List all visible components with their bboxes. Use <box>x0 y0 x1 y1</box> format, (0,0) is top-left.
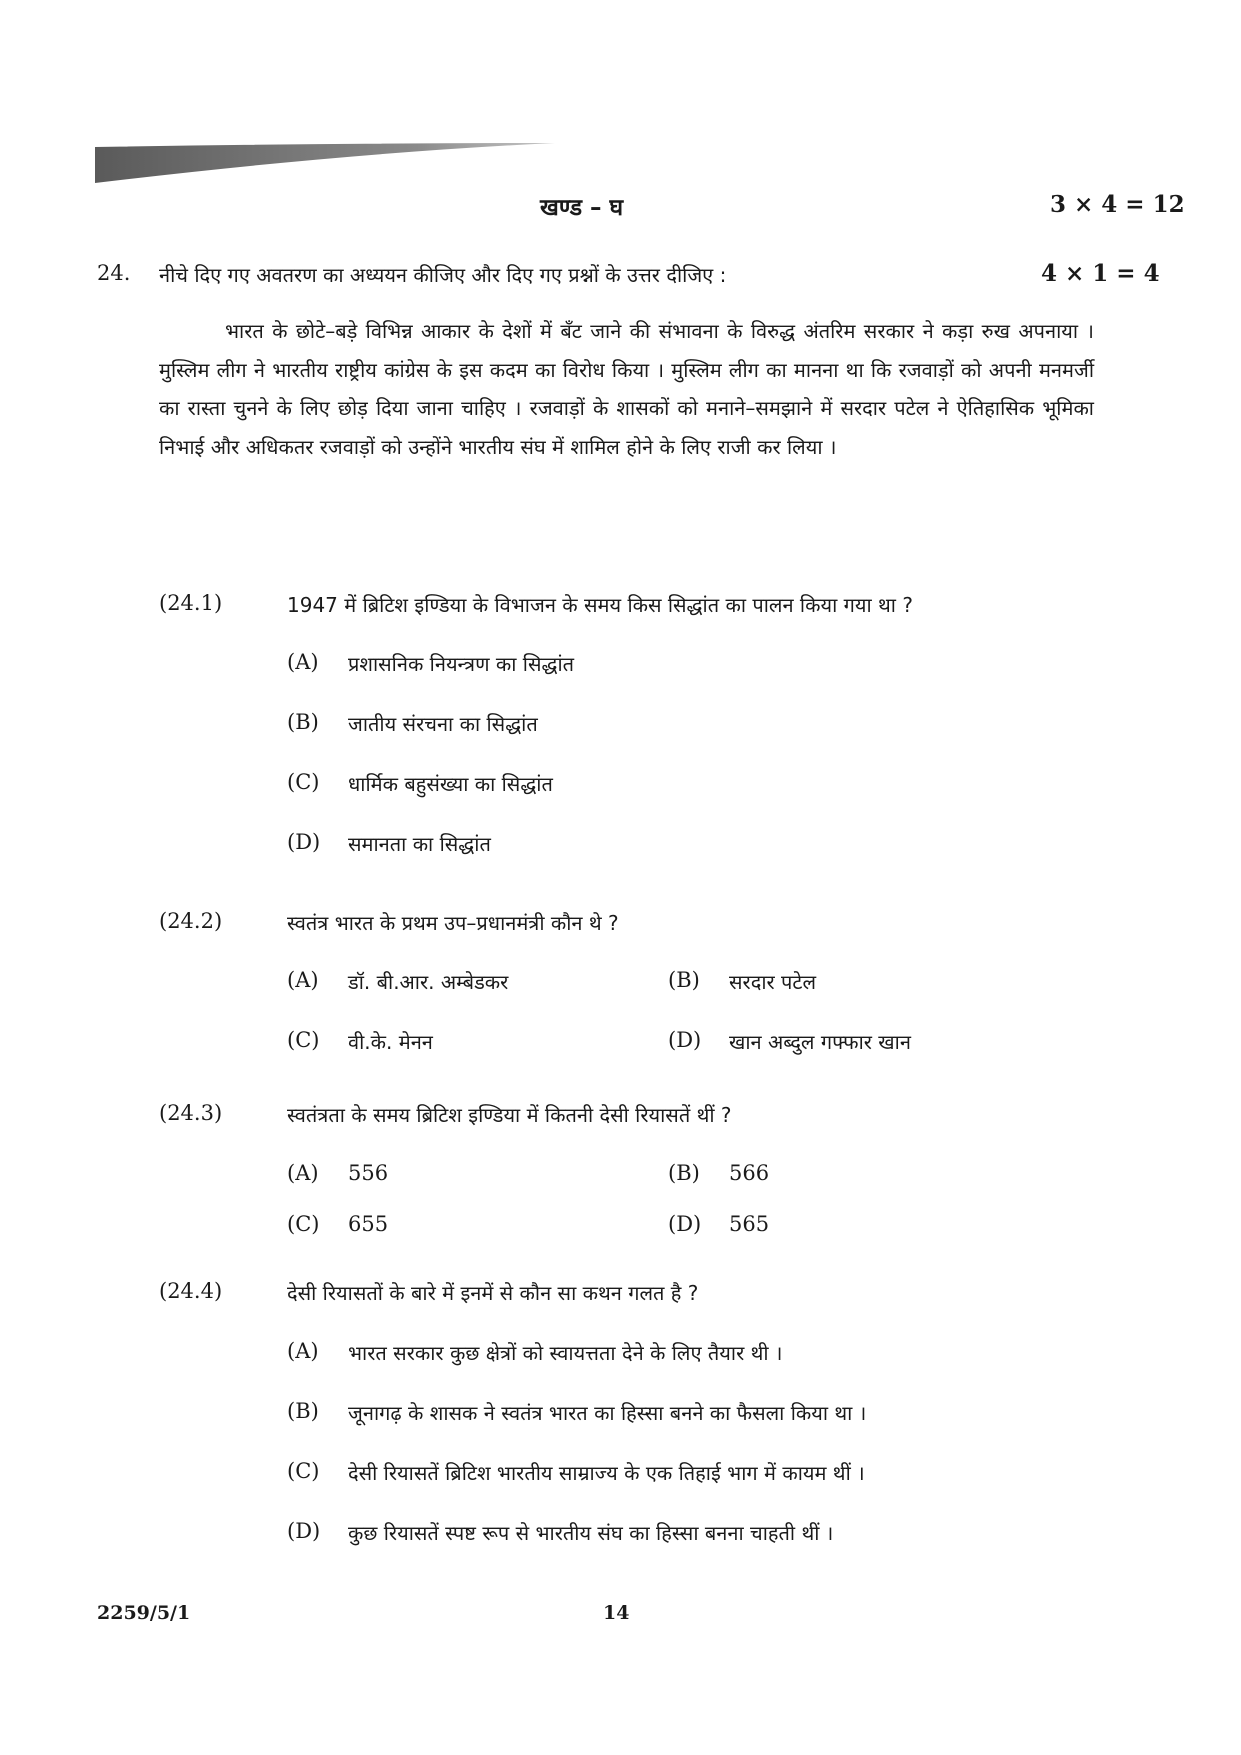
option-text: 655 <box>348 1212 389 1236</box>
subquestion-number: (24.1) <box>159 591 223 615</box>
option-letter: (D) <box>287 1519 321 1543</box>
option-text: जूनागढ़ के शासक ने स्वतंत्र भारत का हिस्सा बनने का फैसला किया था । <box>348 1401 867 1425</box>
subquestion-number: (24.4) <box>159 1279 223 1303</box>
option-text: 566 <box>729 1161 770 1185</box>
section-title: खण्ड – घ <box>540 195 624 221</box>
header-decorative-bar <box>95 143 555 183</box>
option-letter: (B) <box>287 710 319 734</box>
question-marks: 4 × 1 = 4 <box>1041 260 1160 287</box>
option-text: भारत सरकार कुछ क्षेत्रों को स्वायत्तता देने के लिए तैयार थी । <box>348 1341 783 1365</box>
subquestion-number: (24.3) <box>159 1101 223 1125</box>
option-text: वी.के. मेनन <box>348 1030 433 1054</box>
section-marks: 3 × 4 = 12 <box>1050 191 1185 218</box>
option-text: 565 <box>729 1212 770 1236</box>
option-letter: (A) <box>287 1339 319 1363</box>
subquestion-text: स्वतंत्र भारत के प्रथम उप–प्रधानमंत्री कौन थे ? <box>287 911 619 935</box>
option-letter: (A) <box>287 650 319 674</box>
page-number: 14 <box>603 1602 630 1624</box>
option-letter: (C) <box>287 1212 320 1236</box>
option-text: कुछ रियासतें स्पष्ट रूप से भारतीय संघ का हिस्सा बनना चाहती थीं । <box>348 1521 834 1545</box>
subquestion-text: स्वतंत्रता के समय ब्रिटिश इण्डिया में कितनी देसी रियासतें थीं ? <box>287 1103 732 1127</box>
option-text: प्रशासनिक नियन्त्रण का सिद्धांत <box>348 652 575 676</box>
subquestion-number: (24.2) <box>159 909 223 933</box>
option-text: डॉ. बी.आर. अम्बेडकर <box>348 970 509 994</box>
option-letter: (C) <box>287 1028 320 1052</box>
option-letter: (C) <box>287 1459 320 1483</box>
option-text: 556 <box>348 1161 389 1185</box>
question-instruction: नीचे दिए गए अवतरण का अध्ययन कीजिए और दिए गए प्रश्नों के उत्तर दीजिए : <box>159 263 727 287</box>
passage-text: भारत के छोटे–बड़े विभिन्न आकार के देशों में बँट जाने की संभावना के विरुद्ध अंतरिम सरकार ने कड़ा रुख अपनाया । मुस्लिम लीग ने भारतीय राष्ट्रीय कांग्रेस के इस कदम का विरोध किया । मुस्लिम लीग का मानना था कि रजवाड़ों को अपनी मनमर्जी का रास्ता चुनने के लिए छोड़ दिया जाना चाहिए । रजवाड़ों के शासकों को मनाने–समझाने में सरदार पटेल ने ऐतिहासिक भूमिका निभाई और अधिकतर रजवाड़ों को उन्होंने भारतीय संघ में शामिल होने के लिए राजी कर लिया । <box>159 319 1094 459</box>
option-text: धार्मिक बहुसंख्या का सिद्धांत <box>348 772 553 796</box>
option-text: जातीय संरचना का सिद्धांत <box>348 712 538 736</box>
option-text: खान अब्दुल गफ्फार खान <box>729 1030 911 1054</box>
option-letter: (B) <box>668 968 700 992</box>
option-letter: (A) <box>287 968 319 992</box>
option-letter: (D) <box>287 830 321 854</box>
option-letter: (D) <box>668 1212 702 1236</box>
option-text: सरदार पटेल <box>729 970 817 994</box>
option-text: समानता का सिद्धांत <box>348 832 491 856</box>
question-number: 24. <box>97 261 131 285</box>
option-letter: (D) <box>668 1028 702 1052</box>
paper-code: 2259/5/1 <box>97 1602 191 1624</box>
option-text: देसी रियासतें ब्रिटिश भारतीय साम्राज्य के एक तिहाई भाग में कायम थीं । <box>348 1461 865 1485</box>
option-letter: (B) <box>668 1161 700 1185</box>
subquestion-text: 1947 में ब्रिटिश इण्डिया के विभाजन के समय किस सिद्धांत का पालन किया गया था ? <box>287 593 913 617</box>
subquestion-text: देसी रियासतों के बारे में इनमें से कौन सा कथन गलत है ? <box>287 1281 699 1305</box>
option-letter: (A) <box>287 1161 319 1185</box>
option-letter: (B) <box>287 1399 319 1423</box>
option-letter: (C) <box>287 770 320 794</box>
